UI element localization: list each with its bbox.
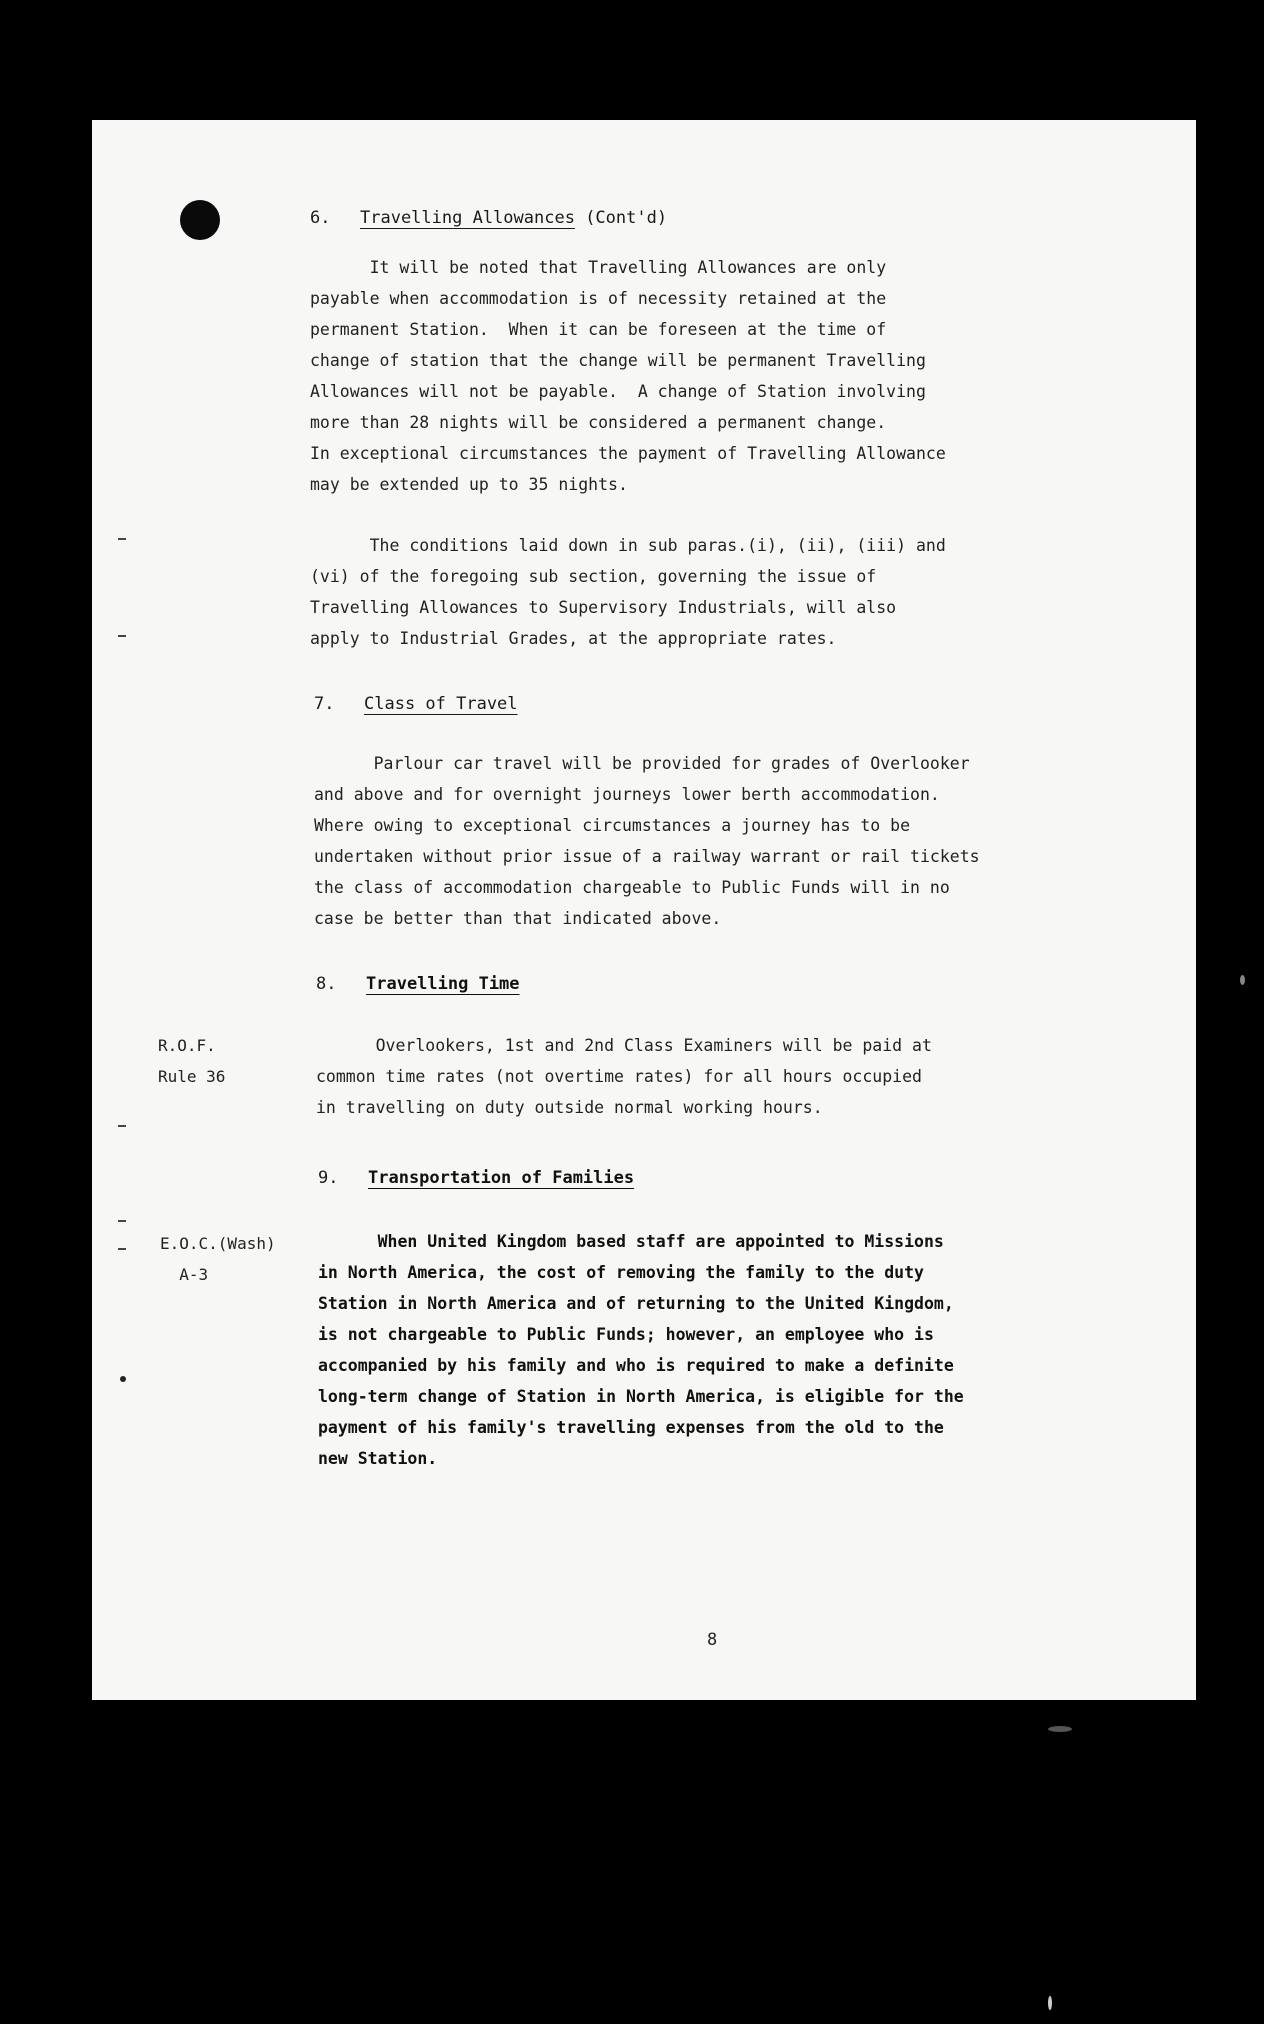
section-title-suffix: (Cont'd) xyxy=(585,208,668,228)
section-title: Class of Travel xyxy=(364,694,518,714)
section-number: 8. xyxy=(316,974,337,994)
section-9-heading xyxy=(318,1168,634,1188)
section-title: Travelling Time xyxy=(366,974,520,994)
section-8-heading xyxy=(316,974,520,994)
margin-mark xyxy=(118,635,126,637)
margin-mark xyxy=(118,1125,126,1127)
margin-reference: R.O.F. Rule 36 xyxy=(158,1036,226,1086)
section-number: 6. xyxy=(310,208,331,228)
section-number: 9. xyxy=(318,1168,339,1188)
section-6-heading xyxy=(310,208,667,228)
section-7-heading xyxy=(314,694,518,714)
section-number: 7. xyxy=(314,694,335,714)
margin-mark xyxy=(118,1220,126,1222)
punch-hole xyxy=(180,200,220,240)
section-7-paragraph: Parlour car travel will be provided for grades of Overlooker and above and for overnight journeys lower berth accommodation. Where owing to exceptional circumstances a journey has to be undertaken without prior issue of a railway warrant or rail tickets the class of accommodation chargeable to Public Funds will in no case be better than that indicated above. xyxy=(314,754,980,928)
section-8-paragraph: Overlookers, 1st and 2nd Class Examiners will be paid at common time rates (not overtime rates) for all hours occupied in travelling on duty outside normal working hours. xyxy=(316,1036,932,1117)
section-6-paragraph-2: The conditions laid down in sub paras.(i), (ii), (iii) and (vi) of the foregoing sub section, governing the issue of Travelling Allowances to Supervisory Industrials, will also apply to Industrial Grades, at the appropriate rates. xyxy=(310,536,946,648)
section-9-paragraph: When United Kingdom based staff are appointed to Missions in North America, the cost of removing the family to the duty Station in North America and of returning to the United Kingdom, is not chargeable to Public Funds; however, an employee who is accompanied by his family and who is required to make a definite long-term change of Station in North America, is eligible for the payment of his family's travelling expenses from the old to the new Station. xyxy=(318,1232,964,1468)
stray-mark xyxy=(1048,1996,1052,2010)
section-title: Travelling Allowances xyxy=(360,208,575,228)
page-number: 8 xyxy=(707,1630,718,1650)
section-6-paragraph-1: It will be noted that Travelling Allowances are only payable when accommodation is of necessity retained at the permanent Station. When it can be foreseen at the time of change of station that the change will be permanent Travelling Allowances will not be payable. A change of Station involving more than 28 nights will be considered a permanent change. In exceptional circumstances the payment of Travelling Allowance may be extended up to 35 nights. xyxy=(310,258,946,494)
margin-mark xyxy=(118,538,126,540)
document-page xyxy=(92,120,1196,1700)
stray-mark xyxy=(120,1376,126,1382)
margin-reference: E.O.C.(Wash) A-3 xyxy=(160,1234,276,1284)
section-title: Transportation of Families xyxy=(368,1168,635,1188)
margin-mark xyxy=(118,1248,126,1250)
stray-mark xyxy=(1048,1726,1072,1732)
stray-mark xyxy=(1240,975,1245,985)
